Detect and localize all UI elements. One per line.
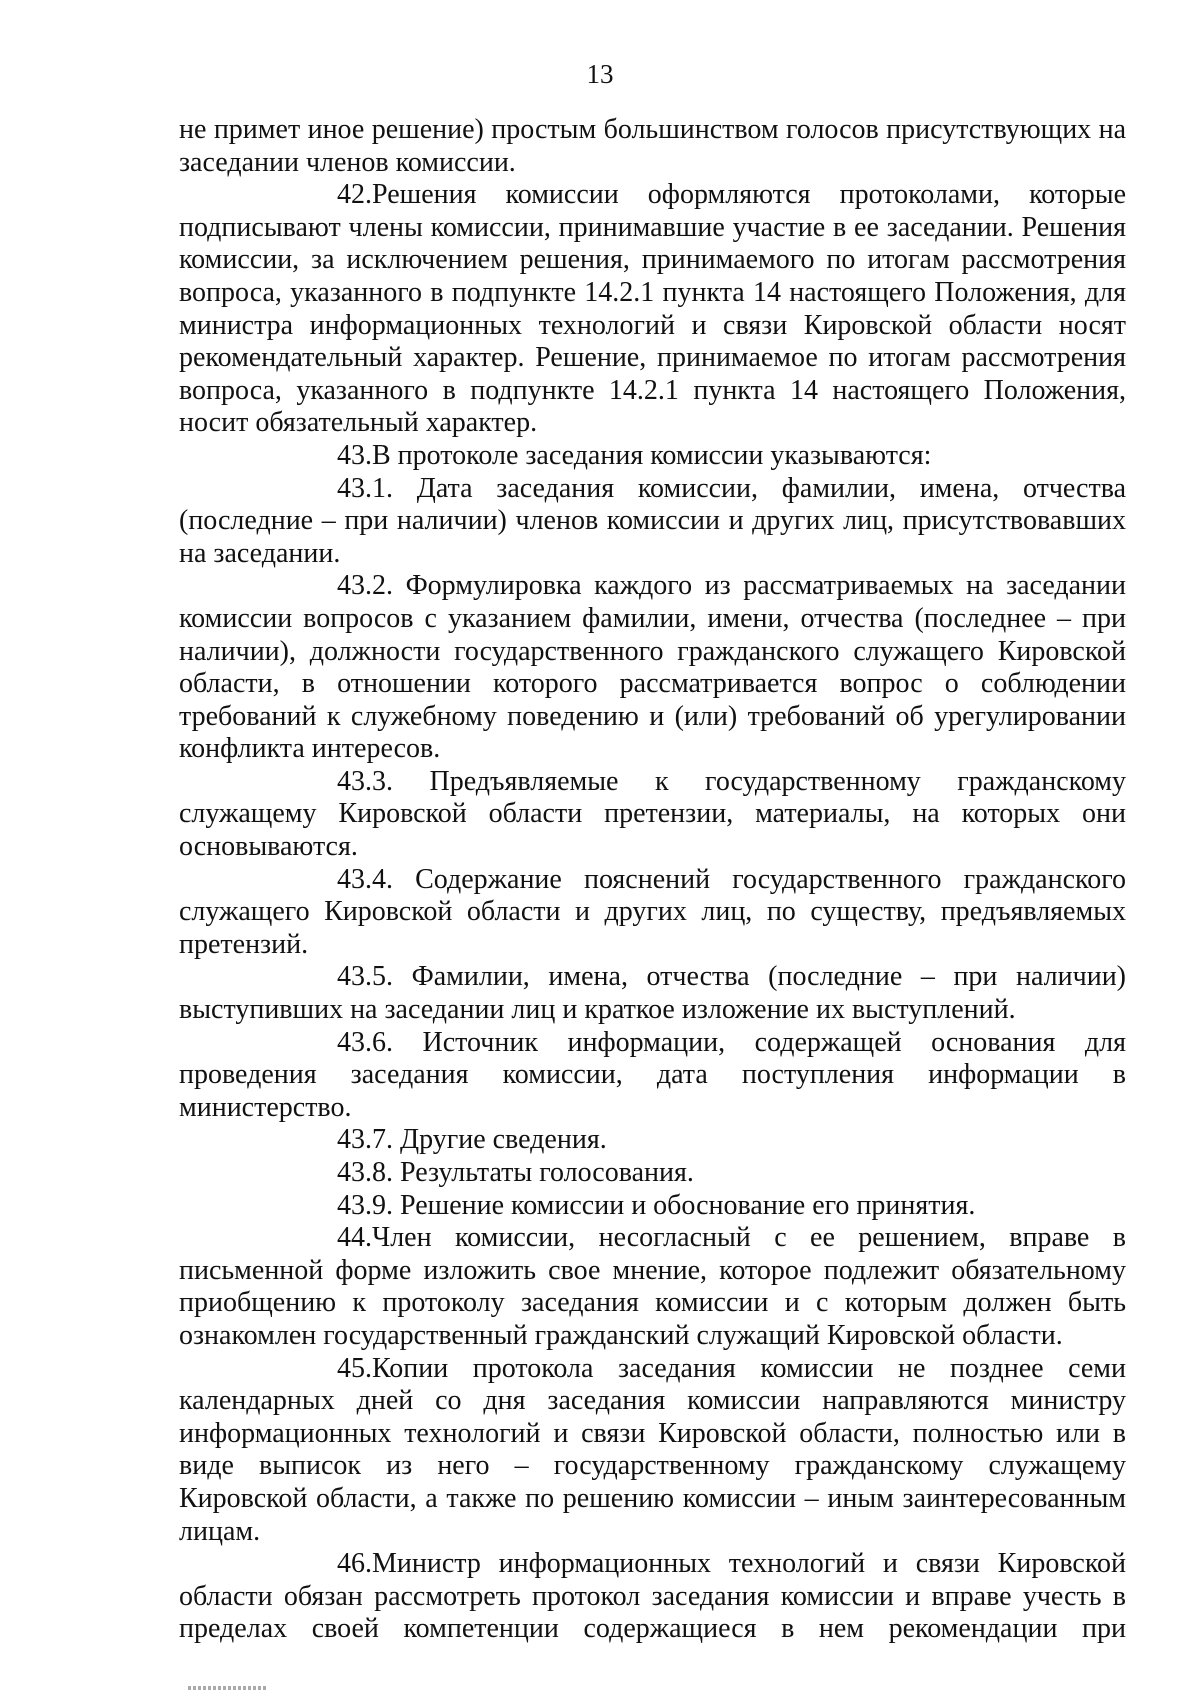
paragraph-number: 43.7. (337, 1124, 393, 1156)
paragraph-42 (179, 179, 1126, 440)
paragraph-number: 46. (337, 1548, 372, 1580)
paragraph-number: 43.5. (337, 961, 393, 993)
paragraph-45 (179, 1353, 1126, 1549)
paragraph-43-5 (179, 961, 1126, 1026)
paragraph-number: 43. (337, 439, 372, 471)
paragraph-43-2 (179, 570, 1126, 766)
paragraph-number: 43.6. (337, 1026, 393, 1058)
paragraph-text: В протоколе заседания комиссии указываются: (372, 439, 932, 471)
paragraph-text: Другие сведения. (400, 1124, 607, 1156)
paragraph-number: 43.1. (337, 472, 393, 504)
paragraph-text: Член комиссии, несогласный с ее решением, вправе в письменной форме изложить свое мнение, которое подлежит обязательному приобщению к протоколу заседания комиссии и с которым должен быть ознакомлен государственный гражданский служащий Кировской области. (179, 1222, 1126, 1351)
paragraph-continuation (179, 114, 1126, 179)
document-body (179, 114, 1126, 1646)
paragraph-43-6 (179, 1027, 1126, 1125)
paragraph-number: 43.3. (337, 765, 393, 797)
paragraph-text: Результаты голосования. (400, 1157, 694, 1188)
paragraph-number: 43.9. (337, 1189, 393, 1221)
paragraph-text: Формулировка каждого из рассматриваемых на заседании комиссии вопросов с указанием фамилии, имени, отчества (последнее – при наличии), должности государственного гражданского служащего Кировской области, в отношении которого рассматривается вопрос о соблюдении требований к служебному поведению и (или) требований об урегулировании конфликта интересов. (179, 570, 1127, 765)
paragraph-43-4 (179, 864, 1126, 962)
paragraph-text: Источник информации, содержащей основания для проведения заседания комиссии, дата поступления информации в министерство. (179, 1026, 1126, 1123)
paragraph-text: Решение комиссии и обоснование его принятия. (400, 1189, 976, 1221)
page-number: 13 (586, 59, 614, 89)
paragraph-46 (179, 1548, 1126, 1646)
paragraph-43-9 (179, 1190, 1126, 1223)
paragraph-43 (179, 440, 1126, 473)
paragraph-text: Решения комиссии оформляются протоколами, которые подписывают члены комиссии, принимавшие участие в ее заседании. Решения комиссии, за исключением решения, принимаемого по итогам рассмотрения вопроса, указанного в подпункте 14.2.1 пункта 14 настоящего Положения, для министра информационных технологий и связи Кировской области носят рекомендательный характер. Решение, принимаемое по итогам рассмотрения вопроса, указанного в подпункте 14.2.1 пункта 14 настоящего Положения, носит обязательный характер. (179, 179, 1126, 439)
paragraph-43-3 (179, 766, 1126, 864)
scan-artifact (188, 1686, 268, 1690)
paragraph-43-1 (179, 473, 1126, 571)
paragraph-text: Фамилии, имена, отчества (последние – при наличии) выступивших на заседании лиц и краткое изложение их выступлений. (179, 961, 1127, 1026)
paragraph-text: Министр информационных технологий и связи Кировской области обязан рассмотреть протокол заседания комиссии и вправе учесть в пределах своей компетенции содержащиеся в нем рекомендации при (179, 1548, 1126, 1645)
paragraph-text: Предъявляемые к государственному гражданскому служащему Кировской области претензии, материалы, на которых они основываются. (179, 765, 1127, 863)
paragraph-number: 44. (337, 1222, 372, 1254)
paragraph-43-8 (179, 1157, 1126, 1190)
paragraph-44 (179, 1222, 1126, 1352)
paragraph-text: Копии протокола заседания комиссии не позднее семи календарных дней со дня заседания комиссии направляются министру информационных технологий и связи Кировской области, полностью или в виде выписок из него – государственному гражданскому служащему Кировской области, а также по решению комиссии – иным заинтересованным лицам. (179, 1352, 1126, 1547)
paragraph-43-7 (179, 1124, 1126, 1157)
paragraph-text: Содержание пояснений государственного гражданского служащего Кировской области и других лиц, по существу, предъявляемых претензий. (179, 863, 1126, 960)
paragraph-number: 43.8. (337, 1157, 393, 1188)
paragraph-number: 45. (337, 1352, 372, 1384)
paragraph-number: 43.4. (337, 863, 393, 895)
paragraph-text: не примет иное решение) простым большинством голосов присутствующих на заседании членов комиссии. (179, 114, 1126, 178)
paragraph-text: Дата заседания комиссии, фамилии, имена, отчества (последние – при наличии) членов комиссии и других лиц, присутствовавших на заседании. (179, 472, 1126, 569)
paragraph-number: 42. (337, 179, 372, 211)
paragraph-number: 43.2. (337, 570, 393, 602)
